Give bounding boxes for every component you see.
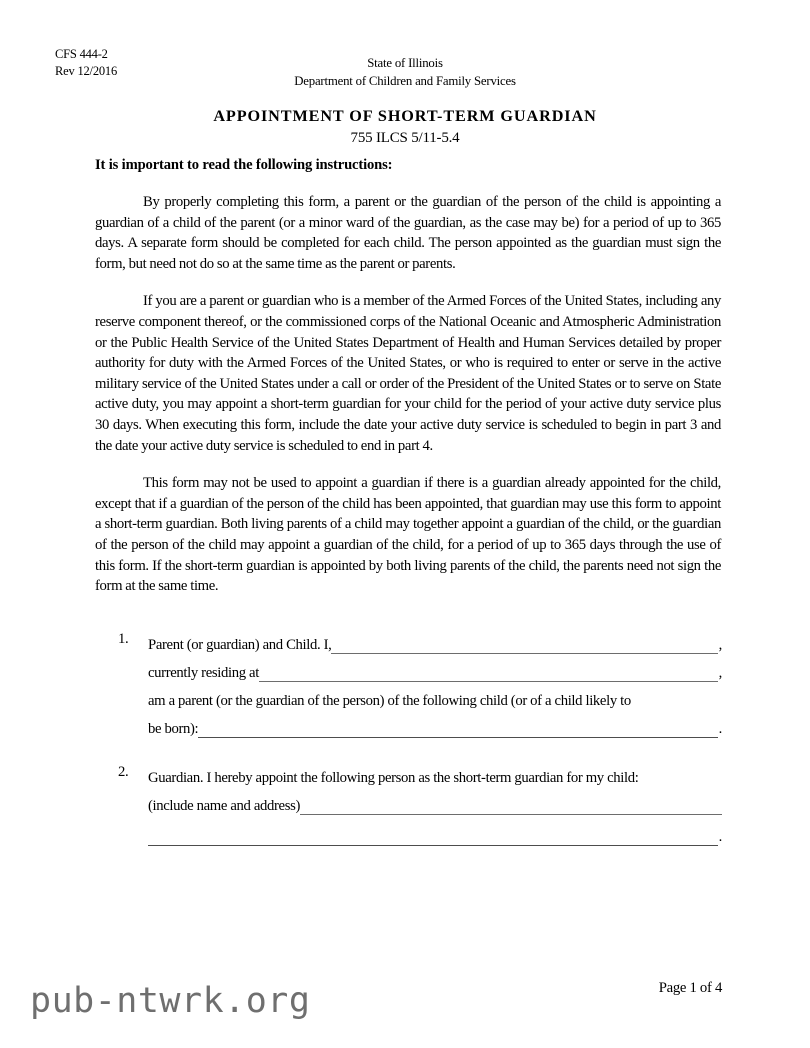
item1-residence-punct: , (718, 665, 722, 681)
item-number: 1. (118, 631, 129, 647)
form-item-2 (118, 764, 722, 851)
item1-residence-line (148, 659, 722, 687)
title-block (0, 105, 810, 148)
item2-guardian-label: (include name and address) (148, 798, 300, 814)
item1-name-label: Parent (or guardian) and Child. I, (148, 637, 332, 653)
page-title: APPOINTMENT OF SHORT-TERM GUARDIAN (213, 107, 597, 125)
item1-name-punct: , (718, 637, 722, 653)
item2-guardian-line (148, 792, 722, 820)
item1-name-line (148, 631, 722, 659)
instructions-heading: It is important to read the following instructions: (95, 157, 393, 173)
form-item-1 (118, 631, 722, 743)
department-name: Department of Children and Family Services (294, 73, 516, 88)
item1-child-label: be born): (148, 721, 199, 737)
item-body (148, 631, 722, 743)
item2-statement-line: Guardian. I hereby appoint the following person as the short-term guardian for my child: (148, 770, 639, 786)
form-items (118, 631, 722, 851)
item2-guardian-blank[interactable] (300, 814, 722, 815)
item-body (148, 764, 722, 851)
item2-address-blank[interactable] (148, 845, 718, 846)
page-number: Page 1 of 4 (658, 980, 722, 996)
watermark: pub-ntwrk.org (30, 981, 311, 1021)
instruction-paragraph-1: By properly completing this form, a parent or the guardian of the person of the child is appointing a guardian of a child of the parent (or a minor ward of the guardian, as the case may be) for a period of up to 365 days. A separate form should be completed for each child. The person appointed as the guardian must sign the form, but need not do so at the same time as the parent or parents. (95, 194, 721, 272)
item-number: 2. (118, 764, 129, 780)
item2-address-punct: . (718, 829, 722, 845)
form-revision: Rev 12/2016 (55, 63, 118, 78)
item1-name-blank[interactable] (331, 653, 717, 654)
item2-address-line (148, 823, 722, 851)
item1-child-punct: . (718, 721, 722, 737)
instruction-paragraph-2: If you are a parent or guardian who is a member of the Armed Forces of the United States, including any reserve component thereof, or the commissioned corps of the National Oceanic and Atmospheric Administration or the Public Health Service of the United States Department of Health and Human Services detailed by proper authority for duty with the Armed Forces of the United States, or who is required to enter or serve in the active military service of the United States under a call or order of the President of the United States or to serve on State active duty, you may appoint a short-term guardian for your child for the period of your active duty service plus 30 days. When executing this form, include the date your active duty service is scheduled to begin in part 3 and the date your active duty service is scheduled to end in part 4. (95, 293, 721, 454)
instruction-paragraph-3: This form may not be used to appoint a guardian if there is a guardian already appointed for the child, except that if a guardian of the person of the child has been appointed, that guardian may use this form to appoint a short-term guardian. Both living parents of a child may together appoint a guardian of the child, or the guardian of the person of the child may appoint a guardian of the child, for a period of up to 365 days through the use of this form. If the short-term guardian is appointed by both living parents of the child, the parents need not sign the form at the same time. (95, 475, 721, 595)
form-number: CFS 444-2 (55, 47, 108, 61)
item1-statement-line: am a parent (or the guardian of the person) of the following child (or of a child likely to (148, 693, 631, 709)
item1-residence-blank[interactable] (259, 681, 718, 682)
item1-child-blank[interactable] (198, 737, 717, 738)
item1-child-line (148, 715, 722, 743)
instructions-section (95, 155, 721, 597)
item1-residence-label: currently residing at (148, 665, 259, 681)
statute-citation: 755 ILCS 5/11-5.4 (350, 130, 460, 146)
agency-header (0, 55, 810, 90)
state-name: State of Illinois (367, 56, 443, 70)
